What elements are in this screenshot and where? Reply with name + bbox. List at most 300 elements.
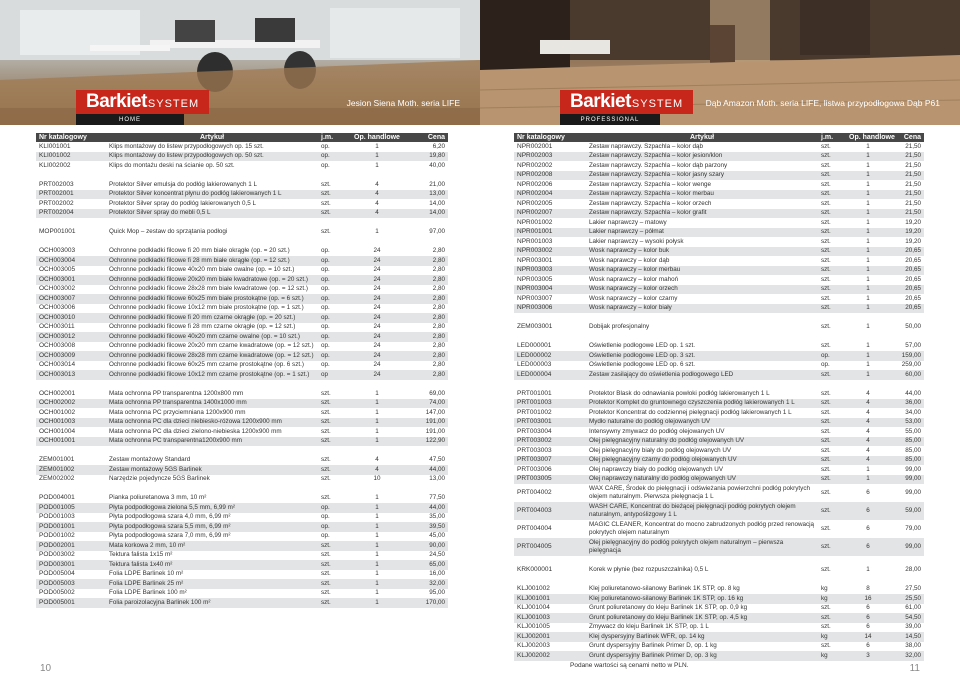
cell-pack: 4 bbox=[846, 456, 890, 466]
cell-name: Wosk naprawczy – kolor mahoń bbox=[589, 275, 679, 283]
table-row bbox=[36, 361, 448, 371]
table-row bbox=[514, 604, 924, 614]
cell-unit: op. bbox=[321, 342, 330, 349]
cell-name: Tektura falista 1x40 m² bbox=[106, 560, 318, 570]
cell-price: 24,50 bbox=[429, 551, 445, 558]
table-spacer-row bbox=[514, 313, 924, 323]
cell-code: ZEM001002 bbox=[36, 465, 106, 475]
spacer-cell bbox=[514, 575, 924, 585]
cell-price: 32,00 bbox=[890, 651, 924, 661]
table-row bbox=[514, 538, 924, 556]
cell-unit: op. bbox=[818, 351, 846, 361]
cell-name: MAGIC CLEANER, Koncentrat do mocno zabrudzonych podłóg przed renowacją pokrytych olejem naturalnym bbox=[589, 520, 815, 536]
cell-price: 6,20 bbox=[432, 142, 445, 150]
cell-code: NPR002005 bbox=[517, 199, 553, 207]
cell-pack: 1 bbox=[846, 209, 890, 219]
cell-unit: szt. bbox=[818, 399, 846, 409]
cell-pack: 1 bbox=[348, 541, 406, 551]
cell-pack: 1 bbox=[866, 275, 870, 283]
cell-code: OCH001001 bbox=[36, 437, 106, 447]
cell-unit: szt. bbox=[821, 408, 831, 416]
table-row bbox=[36, 475, 448, 485]
cell-unit: szt. bbox=[821, 161, 831, 169]
cell-pack: 1 bbox=[375, 427, 379, 435]
cell-pack: 1 bbox=[375, 589, 379, 596]
table-row bbox=[514, 218, 924, 228]
cell-name: Płyta podpodłogowa zielona 5,5 mm, 6,99 m² bbox=[106, 503, 318, 513]
cell-code: NPR002003 bbox=[514, 152, 586, 162]
cell-name: Ochronne podkładki filcowe 40x20 mm czarne owalne (op. = 10 szt.) bbox=[106, 332, 318, 342]
cell-code: OCH002001 bbox=[39, 389, 76, 397]
table-row bbox=[514, 351, 924, 361]
table-header-row bbox=[36, 133, 448, 142]
table-spacer-row bbox=[514, 332, 924, 342]
table-row bbox=[36, 285, 448, 295]
cell-code: NPR003001 bbox=[517, 256, 553, 264]
cell-price: 27,50 bbox=[905, 585, 921, 592]
cell-pack: 1 bbox=[846, 171, 890, 181]
cell-name: Lakier naprawczy – wysoki połysk bbox=[589, 237, 684, 245]
spacer-cell bbox=[36, 484, 448, 494]
header-price: Cena bbox=[890, 133, 924, 142]
cell-price: 19,20 bbox=[905, 237, 921, 245]
cell-price: 20,65 bbox=[890, 266, 924, 276]
cell-unit: szt. bbox=[818, 285, 846, 295]
cell-pack: 1 bbox=[375, 142, 379, 150]
table-row bbox=[36, 256, 448, 266]
cell-code: OCH003014 bbox=[39, 361, 76, 368]
table-row bbox=[36, 579, 448, 589]
cell-pack: 1 bbox=[348, 418, 406, 428]
table-row bbox=[514, 399, 924, 409]
table-row bbox=[514, 256, 924, 266]
cell-pack: 1 bbox=[348, 503, 406, 513]
cell-unit: szt. bbox=[818, 370, 846, 380]
cell-price: 85,00 bbox=[890, 456, 924, 466]
cell-price: 57,00 bbox=[905, 342, 921, 349]
cell-unit: szt. bbox=[818, 190, 846, 200]
table-row bbox=[514, 247, 924, 257]
cell-code: LED000002 bbox=[514, 351, 586, 361]
cell-unit: szt. bbox=[821, 275, 831, 283]
cell-name: Ochronne podkładki filcowe 10x12 mm czarne prostokątne (op. = 1 szt.) bbox=[106, 370, 318, 380]
cell-name: Zmywacz do kleju Barlinek 1K STP, op. 1 L bbox=[589, 623, 709, 630]
cell-price: 20,65 bbox=[890, 285, 924, 295]
cell-pack: 24 bbox=[348, 313, 406, 323]
cell-name: Zestaw montażowy 5GS Barlinek bbox=[106, 465, 318, 475]
table-row bbox=[514, 361, 924, 371]
cell-price: 45,00 bbox=[429, 532, 445, 539]
cell-unit: szt. bbox=[818, 209, 846, 219]
cell-code: OCH003008 bbox=[39, 342, 76, 349]
cell-code: NPR003006 bbox=[514, 304, 586, 314]
header-unit: j.m. bbox=[818, 133, 846, 142]
cell-code: OCH002002 bbox=[36, 399, 106, 409]
cell-price: 39,50 bbox=[406, 522, 448, 532]
table-row bbox=[36, 152, 448, 162]
cell-price: 2,80 bbox=[406, 256, 448, 266]
cell-pack: 4 bbox=[866, 446, 870, 454]
cell-unit: op. bbox=[318, 351, 348, 361]
cell-unit: szt. bbox=[818, 456, 846, 466]
cell-code: PRT001002 bbox=[517, 408, 552, 416]
cell-name: Narzędzie pojedyncze 5GS Barlinek bbox=[109, 475, 210, 482]
cell-pack: 1 bbox=[866, 256, 870, 264]
table-row bbox=[36, 427, 448, 437]
cell-name: Mata ochronna PC dla dzieci niebiesko-różowa 1200x900 mm bbox=[106, 418, 318, 428]
table-row bbox=[514, 161, 924, 171]
cell-code: KLJ001002 bbox=[517, 585, 550, 592]
cell-unit: szt. bbox=[818, 475, 846, 485]
cell-price: 99,00 bbox=[890, 475, 924, 485]
cell-pack: 14 bbox=[846, 632, 890, 642]
cell-name: Korek w płynie (bez rozpuszczalnika) 0,5 L bbox=[589, 566, 709, 573]
cell-name: WAX CARE, Środek do pielęgnacji i odświeżania powierzchni podłóg pokrytych olejem naturalnym. Pierwsza pielęgnacja 1 L bbox=[589, 484, 810, 500]
cell-name: Ochronne podkładki filcowe fi 28 mm czarne okrągłe (op. = 12 szt.) bbox=[109, 323, 296, 330]
cell-price: 14,00 bbox=[406, 209, 448, 219]
spacer-cell bbox=[36, 218, 448, 228]
cell-code: POD001005 bbox=[36, 503, 106, 513]
cell-unit: szt. bbox=[318, 418, 348, 428]
cell-price: 2,80 bbox=[432, 247, 445, 254]
table-row bbox=[514, 456, 924, 466]
cell-name: Wosk naprawczy – kolor dąb bbox=[589, 256, 670, 264]
table-row bbox=[36, 389, 448, 399]
cell-name: Folia LDPE Barlinek 100 m² bbox=[109, 589, 187, 596]
table-row bbox=[36, 465, 448, 475]
cell-unit: szt. bbox=[318, 209, 348, 219]
table-row bbox=[36, 180, 448, 190]
cell-pack: 1 bbox=[375, 161, 379, 169]
cell-price: 34,00 bbox=[905, 408, 921, 416]
cell-code: OCH003007 bbox=[36, 294, 106, 304]
cell-price: 50,00 bbox=[905, 323, 921, 330]
logo-system: SYSTEM bbox=[631, 97, 684, 110]
cell-price: 40,00 bbox=[429, 161, 445, 169]
cell-price: 2,80 bbox=[406, 275, 448, 285]
cell-pack: 24 bbox=[348, 351, 406, 361]
cell-pack: 24 bbox=[373, 247, 381, 254]
cell-unit: szt. bbox=[318, 465, 348, 475]
cell-pack: 4 bbox=[866, 408, 870, 416]
header-pack: Op. handlowe bbox=[348, 133, 406, 142]
cell-pack: 24 bbox=[348, 370, 406, 380]
table-spacer-row bbox=[36, 218, 448, 228]
brand-logo bbox=[76, 90, 209, 114]
cell-pack: 1 bbox=[866, 180, 870, 188]
cell-name: Ochronne podkładki filcowe 10x12 mm białe prostokątne (op. = 1 szt.) bbox=[109, 304, 304, 311]
cell-unit: szt. bbox=[821, 389, 831, 397]
cell-unit: szt. bbox=[321, 570, 331, 577]
cell-unit: op bbox=[318, 370, 348, 380]
header-code: Nr katalogowy bbox=[36, 133, 106, 142]
cell-price: 259,00 bbox=[901, 361, 921, 368]
cell-name: Klej poliuretanowo-silanowy Barlinek 1K STP, op. 16 kg bbox=[586, 594, 818, 604]
cell-code: OCH003013 bbox=[36, 370, 106, 380]
table-row bbox=[514, 594, 924, 604]
table-row bbox=[36, 342, 448, 352]
table-row bbox=[514, 475, 924, 485]
cell-code: NPR001001 bbox=[514, 228, 586, 238]
cell-name: Wosk naprawczy – kolor merbau bbox=[586, 266, 818, 276]
cell-unit: kg bbox=[821, 585, 828, 592]
cell-unit: szt. bbox=[821, 218, 831, 226]
table-row bbox=[514, 389, 924, 399]
cell-code: OCH001004 bbox=[39, 427, 76, 435]
cell-unit: op. bbox=[321, 247, 330, 254]
cell-pack: 1 bbox=[348, 522, 406, 532]
hero-image-floor bbox=[480, 0, 960, 125]
cell-code: PRT003002 bbox=[514, 437, 586, 447]
cell-pack: 6 bbox=[866, 524, 870, 532]
table-row bbox=[36, 323, 448, 333]
cell-code: PRT003006 bbox=[517, 465, 552, 473]
cell-name: Płyta podpodłogowa szara 7,0 mm, 6,99 m² bbox=[109, 532, 231, 539]
cell-unit: kg bbox=[818, 594, 846, 604]
table-row bbox=[36, 399, 448, 409]
cell-name: Oświetlenie podłogowe LED op. 6 szt. bbox=[589, 361, 696, 368]
cell-code: OCH003010 bbox=[36, 313, 106, 323]
cell-code: PRT001003 bbox=[514, 399, 586, 409]
cell-code: PRT003003 bbox=[517, 446, 552, 454]
cell-unit: op. bbox=[321, 266, 330, 273]
table-row bbox=[36, 294, 448, 304]
cell-unit: szt. bbox=[818, 304, 846, 314]
cell-unit: szt. bbox=[321, 408, 331, 416]
cell-code: KLJ002001 bbox=[514, 632, 586, 642]
cell-code: POD005001 bbox=[36, 598, 106, 608]
cell-code: POD004001 bbox=[39, 494, 75, 501]
cell-code: OCH001003 bbox=[36, 418, 106, 428]
cell-code: KLJ002003 bbox=[517, 642, 550, 649]
cell-pack: 24 bbox=[373, 304, 381, 311]
table-row bbox=[514, 427, 924, 437]
cell-code: KRK000001 bbox=[517, 566, 553, 573]
cell-unit: szt. bbox=[821, 142, 831, 150]
cell-pack: 1 bbox=[866, 199, 870, 207]
cell-pack: 1 bbox=[846, 228, 890, 238]
cell-name: Klips montażowy do listew przypodłogowych op. 15 szt. bbox=[109, 142, 264, 150]
cell-price: 14,00 bbox=[429, 199, 445, 207]
cell-unit: szt. bbox=[321, 494, 331, 501]
cell-price: 21,50 bbox=[905, 161, 921, 169]
table-row bbox=[514, 632, 924, 642]
table-row bbox=[36, 161, 448, 171]
cell-pack: 6 bbox=[866, 623, 870, 630]
table-spacer-row bbox=[514, 575, 924, 585]
table-row bbox=[514, 171, 924, 181]
table-row bbox=[514, 275, 924, 285]
cell-pack: 1 bbox=[375, 551, 379, 558]
table-row bbox=[514, 152, 924, 162]
cell-price: 44,00 bbox=[905, 389, 921, 397]
table-row bbox=[36, 503, 448, 513]
cell-code: NPR003005 bbox=[517, 275, 553, 283]
cell-name: Ochronne podkładki filcowe 40x20 mm białe owalne (op. = 10 szt.) bbox=[109, 266, 295, 273]
table-row bbox=[514, 502, 924, 520]
cell-price: 2,80 bbox=[432, 361, 445, 368]
cell-pack: 24 bbox=[373, 342, 381, 349]
table-row bbox=[36, 209, 448, 219]
cell-name: Mata korkowa 2 mm, 10 m² bbox=[106, 541, 318, 551]
cell-name: Olej pielęgnacyjny czarny do podłóg olejowanych UV bbox=[586, 456, 818, 466]
cell-pack: 4 bbox=[348, 190, 406, 200]
cell-pack: 1 bbox=[846, 304, 890, 314]
cell-price: 20,65 bbox=[890, 247, 924, 257]
spacer-cell bbox=[36, 237, 448, 247]
cell-code: NPR002007 bbox=[514, 209, 586, 219]
cell-price: 99,00 bbox=[890, 538, 924, 556]
cell-price: 38,00 bbox=[905, 642, 921, 649]
cell-name: Protektor Silver emulsja do podłóg lakierowanych 1 L bbox=[109, 180, 258, 188]
cell-code: PRT002003 bbox=[39, 180, 74, 188]
cell-code: KLJ001005 bbox=[517, 623, 550, 630]
cell-unit: szt. bbox=[321, 456, 331, 463]
cell-code: PRT003004 bbox=[517, 427, 552, 435]
cell-price: 19,20 bbox=[890, 228, 924, 238]
cell-unit: op. bbox=[318, 503, 348, 513]
cell-unit: szt. bbox=[821, 566, 831, 573]
table-row bbox=[36, 541, 448, 551]
cell-code: PRT003001 bbox=[514, 418, 586, 428]
cell-price: 36,00 bbox=[890, 399, 924, 409]
logo-subline: PROFESSIONAL bbox=[560, 114, 660, 125]
table-row bbox=[514, 228, 924, 238]
cell-pack: 1 bbox=[846, 351, 890, 361]
cell-name: Płyta podpodłogowa szara 4,0 mm, 6,99 m² bbox=[109, 513, 231, 520]
logo-system: SYSTEM bbox=[147, 97, 200, 110]
cell-unit: szt. bbox=[318, 579, 348, 589]
cell-name: Wosk naprawczy – kolor biały bbox=[586, 304, 818, 314]
cell-unit: szt. bbox=[818, 418, 846, 428]
cell-name: Ochronne podkładki filcowe 60x25 mm białe prostokątne (op. = 6 szt.) bbox=[106, 294, 318, 304]
cell-pack: 24 bbox=[373, 266, 381, 273]
cell-price: 20,65 bbox=[890, 304, 924, 314]
cell-price: 21,00 bbox=[429, 180, 445, 188]
cell-unit: szt. bbox=[318, 190, 348, 200]
cell-name: Grunt dyspersyjny Barlinek Primer D, op. 1 kg bbox=[589, 642, 717, 649]
cell-price: 2,80 bbox=[406, 332, 448, 342]
cell-unit: szt. bbox=[818, 171, 846, 181]
table-spacer-row bbox=[36, 484, 448, 494]
cell-code: LED000001 bbox=[517, 342, 552, 349]
cell-price: 21,50 bbox=[890, 209, 924, 219]
cell-price: 95,00 bbox=[429, 589, 445, 596]
cell-pack: 24 bbox=[348, 275, 406, 285]
table-row bbox=[36, 598, 448, 608]
table-row bbox=[36, 142, 448, 152]
cell-pack: 24 bbox=[373, 323, 381, 330]
cell-unit: szt. bbox=[321, 228, 331, 235]
cell-pack: 1 bbox=[846, 190, 890, 200]
table-row bbox=[36, 437, 448, 447]
table-row bbox=[514, 285, 924, 295]
price-footnote: Podane wartości są cenami netto w PLN. bbox=[570, 662, 689, 669]
cell-pack: 4 bbox=[846, 418, 890, 428]
cell-code: POD001001 bbox=[36, 522, 106, 532]
cell-name: Lakier naprawczy – matowy bbox=[589, 218, 667, 226]
table-row bbox=[514, 520, 924, 538]
cell-name: Wosk naprawczy – kolor orzech bbox=[586, 285, 818, 295]
cell-code: NPR003003 bbox=[514, 266, 586, 276]
cell-price: 21,50 bbox=[905, 142, 921, 150]
cell-unit: szt. bbox=[818, 247, 846, 257]
cell-unit: op. bbox=[318, 294, 348, 304]
cell-unit: szt. bbox=[821, 465, 831, 473]
cell-code: POD003002 bbox=[39, 551, 75, 558]
cell-unit: szt. bbox=[821, 427, 831, 435]
cell-pack: 8 bbox=[866, 585, 870, 592]
table-row bbox=[36, 560, 448, 570]
cell-price: 2,80 bbox=[432, 266, 445, 273]
cell-price: 21,50 bbox=[890, 152, 924, 162]
spacer-cell bbox=[36, 171, 448, 181]
cell-unit: op. bbox=[321, 532, 330, 539]
cell-price: 61,00 bbox=[905, 604, 921, 611]
table-row bbox=[514, 465, 924, 475]
table-row bbox=[36, 228, 448, 238]
header-unit: j.m. bbox=[318, 133, 348, 142]
cell-unit: szt. bbox=[821, 604, 831, 611]
cell-unit: op. bbox=[318, 522, 348, 532]
cell-price: 74,00 bbox=[406, 399, 448, 409]
cell-name: Ochronne podkładki filcowe fi 20 mm białe okrągłe (op. = 20 szt.) bbox=[109, 247, 290, 254]
table-row bbox=[514, 642, 924, 652]
cell-pack: 1 bbox=[348, 152, 406, 162]
cell-pack: 1 bbox=[866, 465, 870, 473]
cell-unit: szt. bbox=[321, 389, 331, 397]
cell-price: 191,00 bbox=[425, 427, 445, 435]
table-row bbox=[36, 589, 448, 599]
cell-price: 16,00 bbox=[429, 570, 445, 577]
cell-price: 122,90 bbox=[406, 437, 448, 447]
table-row bbox=[514, 294, 924, 304]
cell-pack: 1 bbox=[375, 513, 379, 520]
cell-code: OCH003009 bbox=[36, 351, 106, 361]
header-price: Cena bbox=[406, 133, 448, 142]
cell-name: Protektor Blask do odnawiania powłoki podłóg lakierowanych 1 L bbox=[589, 389, 770, 397]
cell-name: Tektura falista 1x15 m² bbox=[109, 551, 173, 558]
cell-unit: szt. bbox=[818, 228, 846, 238]
cell-name: Zestaw zasilający do oświetlenia podłogowego LED bbox=[586, 370, 818, 380]
cell-unit: szt. bbox=[321, 199, 331, 207]
cell-code: POD001003 bbox=[39, 513, 75, 520]
cell-pack: 6 bbox=[866, 642, 870, 649]
cell-name: Folia paroizolacyjna Barlinek 100 m² bbox=[106, 598, 318, 608]
table-spacer-row bbox=[36, 237, 448, 247]
table-row bbox=[514, 484, 924, 502]
cell-name: Olej pielęgnacyjny do podłóg pokrytych olejem naturalnym – pierwsza pielęgnacja bbox=[586, 538, 818, 556]
cell-unit: szt. bbox=[318, 437, 348, 447]
cell-unit: szt. bbox=[818, 266, 846, 276]
cell-name: Protektor Silver spray do mebli 0,5 L bbox=[106, 209, 318, 219]
cell-code: NPR002006 bbox=[517, 180, 553, 188]
cell-name: Ochronne podkładki filcowe fi 28 mm białe okrągłe (op. = 12 szt.) bbox=[106, 256, 318, 266]
cell-pack: 1 bbox=[375, 494, 379, 501]
cell-pack: 24 bbox=[373, 285, 381, 292]
cell-unit: szt. bbox=[818, 437, 846, 447]
cell-name: Płyta podpodłogowa szara 5,5 mm, 6,99 m² bbox=[106, 522, 318, 532]
cell-unit: szt. bbox=[818, 152, 846, 162]
table-row bbox=[514, 418, 924, 428]
cell-code: PRT003007 bbox=[514, 456, 586, 466]
cell-code: POD005003 bbox=[36, 579, 106, 589]
cell-name: Klej poliuretanowo-silanowy Barlinek 1K STP, op. 8 kg bbox=[589, 585, 740, 592]
cell-name: Grunt dyspersyjny Barlinek Primer D, op. 3 kg bbox=[586, 651, 818, 661]
cell-code: NPR001002 bbox=[517, 218, 553, 226]
cell-pack: 24 bbox=[373, 361, 381, 368]
cell-pack: 10 bbox=[373, 475, 381, 482]
